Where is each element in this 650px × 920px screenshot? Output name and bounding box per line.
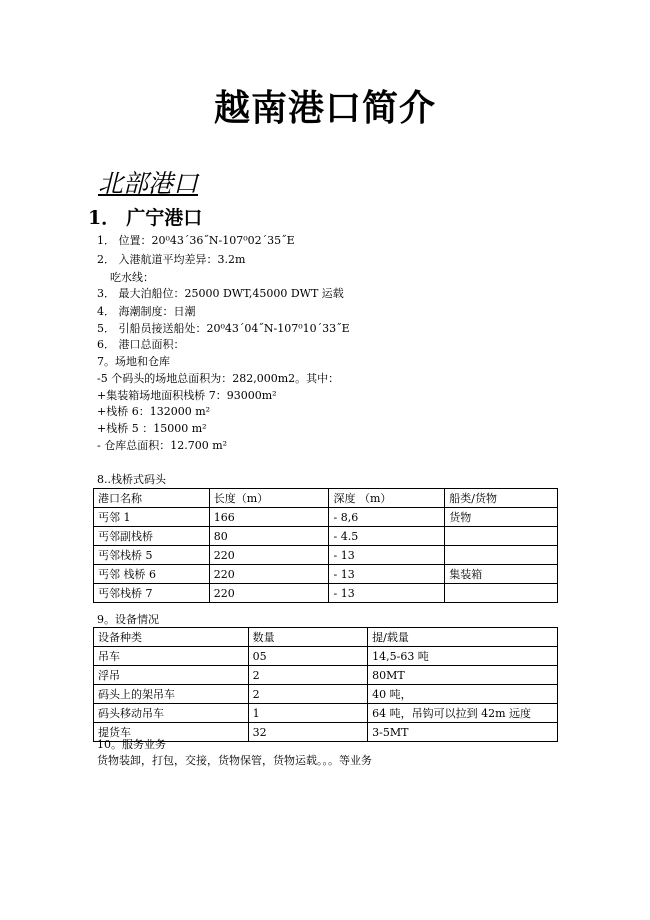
info-line-position: 1． 位置：20⁰43΄36˝N-107⁰02΄35˝E (97, 234, 295, 247)
info-line-tide: 4． 海潮制度：日潮 (97, 305, 196, 318)
info-line-container-yard: +集装箱场地面积栈桥 7：93000m² (97, 389, 277, 402)
header-cell: 船类/货物 (445, 489, 558, 508)
header-cell: 港口名称 (94, 489, 210, 508)
table-cell: - 4.5 (329, 527, 445, 546)
table-cell: 05 (248, 647, 368, 666)
table-cell: 220 (209, 546, 329, 565)
page-title: 越南港口简介 (213, 87, 436, 129)
table-row (94, 584, 558, 603)
info-line-berth-6: +栈桥 6：132000 m² (97, 405, 211, 418)
table-cell: 码头上的架吊车 (94, 685, 249, 704)
info-line-berth: 3． 最大泊船位：25000 DWT,45000 DWT 运载 (97, 287, 344, 300)
table-cell: 166 (209, 508, 329, 527)
wharf-table (93, 488, 558, 603)
info-line-yard-total: -5 个码头的场地总面积为：282,000m2。其中： (97, 372, 340, 385)
region-heading: 北部港口 (98, 169, 199, 198)
table-header-row (94, 628, 558, 647)
table-cell: 14,5-63 吨 (368, 647, 558, 666)
table-cell: 2 (248, 685, 368, 704)
table-cell: 集装箱 (445, 565, 558, 584)
table-cell: 32 (248, 723, 368, 742)
table-cell: 丐邻副栈桥 (94, 527, 210, 546)
info-line-area: 6． 港口总面积： (97, 338, 185, 351)
table-row (94, 527, 558, 546)
table-cell: 64 吨，吊钩可以拉到 42m 远度 (368, 704, 558, 723)
equipment-table (93, 627, 558, 742)
header-cell: 设备种类 (94, 628, 249, 647)
port-heading (88, 203, 208, 230)
header-cell: 长度（m） (209, 489, 329, 508)
table-row (94, 565, 558, 584)
port-number: 1． (88, 207, 121, 229)
wharf-section-label: 8..栈桥式码头 (97, 473, 166, 486)
table-cell: 码头移动吊车 (94, 704, 249, 723)
info-line-warehouse: - 仓库总面积：12.700 m² (97, 439, 228, 452)
info-line-draft: 吃水线： (110, 271, 154, 284)
table-cell (445, 546, 558, 565)
table-cell (445, 584, 558, 603)
table-cell: - 13 (329, 584, 445, 603)
table-cell: 40 吨， (368, 685, 558, 704)
header-cell: 深度 （m） (329, 489, 445, 508)
table-cell: 丐邻栈桥 7 (94, 584, 210, 603)
table-cell: 丐邻 1 (94, 508, 210, 527)
table-row (94, 647, 558, 666)
header-cell: 提/载量 (368, 628, 558, 647)
info-line-berth-5: +栈桥 5 ：15000 m² (97, 422, 207, 435)
table-cell: 220 (209, 565, 329, 584)
table-cell: 提货车 (94, 723, 249, 742)
table-cell: 吊车 (94, 647, 249, 666)
header-cell: 数量 (248, 628, 368, 647)
table-row (94, 704, 558, 723)
table-cell: 丐邻栈桥 5 (94, 546, 210, 565)
table-row (94, 666, 558, 685)
table-cell: - 8,6 (329, 508, 445, 527)
port-name: 广宁港口 (126, 207, 203, 229)
table-row (94, 546, 558, 565)
table-cell: 1 (248, 704, 368, 723)
table-cell: 货物 (445, 508, 558, 527)
equipment-section-label: 9。设备情况 (97, 613, 159, 626)
table-cell: 2 (248, 666, 368, 685)
info-line-channel: 2． 入港航道平均差异：3.2m (97, 253, 246, 266)
table-cell (445, 527, 558, 546)
service-text: 货物装卸，打包，交接，货物保管，货物运载。。。等业务 (97, 754, 372, 767)
table-cell: 丐邻 栈桥 6 (94, 565, 210, 584)
table-row (94, 685, 558, 704)
table-cell: - 13 (329, 565, 445, 584)
table-cell: 220 (209, 584, 329, 603)
table-header-row (94, 489, 558, 508)
table-cell: - 13 (329, 546, 445, 565)
table-cell: 80 (209, 527, 329, 546)
service-label: 10。服务业务 (97, 738, 166, 751)
table-cell: 80MT (368, 666, 558, 685)
table-row (94, 508, 558, 527)
table-cell: 3-5MT (368, 723, 558, 742)
info-line-yard-heading: 7。场地和仓库 (97, 355, 170, 368)
info-line-pilot: 5． 引船员接送船处：20⁰43΄04˝N-107⁰10΄33˝E (97, 322, 350, 335)
table-cell: 浮吊 (94, 666, 249, 685)
